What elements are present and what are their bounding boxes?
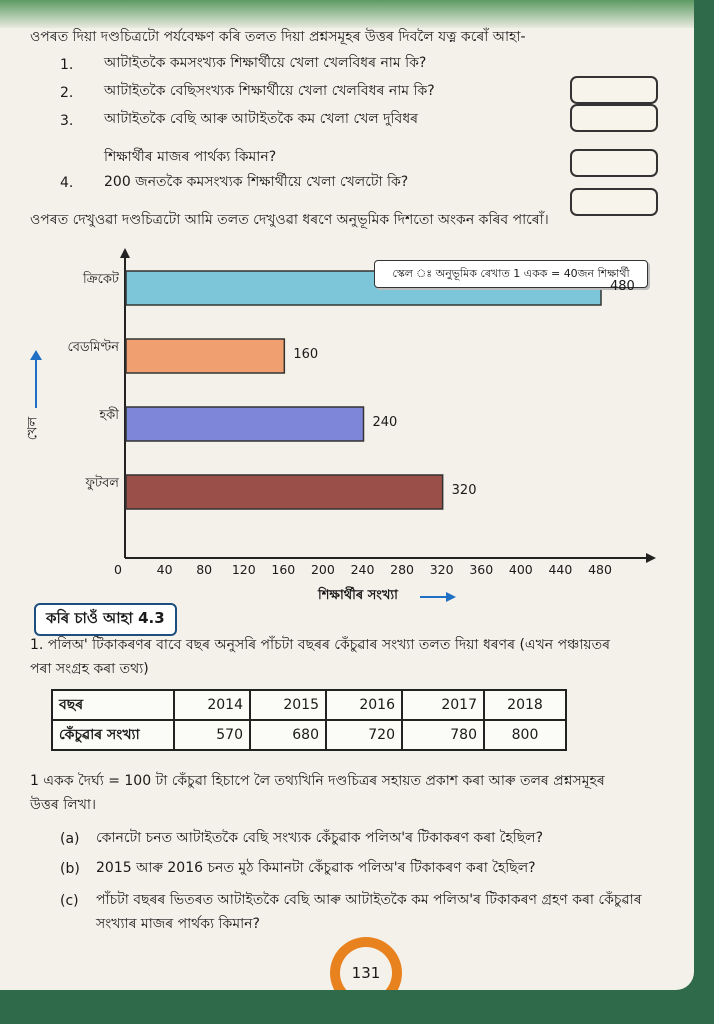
x-axis-label: শিক্ষাৰ্থীৰ সংখ্যা bbox=[318, 588, 398, 603]
question-4-number: 4. bbox=[60, 175, 74, 191]
transition-text: ওপৰত দেখুওৱা দণ্ডচিত্ৰটো আমি তলত দেখুওৱা ধৰণে অনুভূমিক দিশতো অংকন কৰিব পাৰোঁ। bbox=[30, 212, 549, 228]
section-heading: কৰি চাওঁ আহা 4.3 bbox=[34, 603, 177, 636]
x-tick-label: 40 bbox=[156, 562, 173, 577]
table-cell: 2014 bbox=[174, 690, 250, 720]
x-tick-label: 400 bbox=[508, 562, 533, 577]
x-tick-label: 440 bbox=[548, 562, 573, 577]
problem-text-line2: পৰা সংগ্ৰহ কৰা তথ্য) bbox=[30, 661, 149, 677]
x-tick-label: 200 bbox=[310, 562, 335, 577]
table-cell: 2017 bbox=[402, 690, 484, 720]
x-tick-label: 120 bbox=[231, 562, 256, 577]
category-label: বেডমিণ্টন bbox=[67, 340, 119, 355]
category-label: ফুটবল bbox=[85, 476, 119, 491]
instruction-line2: উত্তৰ লিখা। bbox=[30, 797, 96, 813]
page-number: 131 bbox=[340, 947, 392, 990]
instruction-line1: 1 একক দৈৰ্ঘ্য = 100 টা কেঁচুৱা হিচাপে লৈ তথ্যখিনি দণ্ডচিত্ৰৰ সহায়ত প্ৰকাশ কৰা আৰু তলৰ প্ৰশ্নসমূহৰ bbox=[30, 773, 605, 789]
question-3-text-line2: শিক্ষাৰ্থীৰ মাজৰ পাৰ্থক্য কিমান? bbox=[104, 149, 277, 165]
x-axis-arrow bbox=[646, 553, 656, 563]
category-label: ক্ৰিকেট bbox=[83, 272, 119, 287]
subq-b-label: (b) bbox=[60, 861, 80, 877]
table-cell: 2015 bbox=[250, 690, 326, 720]
top-color-band bbox=[0, 0, 694, 28]
question-3-text: আটাইতকৈ বেছি আৰু আটাইতকৈ কম খেলা খেল দুবিধৰ bbox=[104, 111, 419, 127]
question-1-number: 1. bbox=[60, 57, 74, 73]
answer-box-2[interactable] bbox=[570, 104, 658, 132]
table-cell: 2016 bbox=[326, 690, 402, 720]
value-label: 480 bbox=[610, 279, 635, 294]
question-3-number: 3. bbox=[60, 113, 74, 129]
y-axis-label: খেল bbox=[25, 416, 41, 441]
x-tick-label: 240 bbox=[350, 562, 375, 577]
table-cell: 570 bbox=[174, 720, 250, 750]
subq-a-label: (a) bbox=[60, 831, 80, 847]
answer-box-3[interactable] bbox=[570, 149, 658, 177]
intro-text: ওপৰত দিয়া দণ্ডচিত্ৰটো পৰ্যবেক্ষণ কৰি তলত দিয়া প্ৰশ্নসমূহৰ উত্তৰ দিবলৈ যত্ন কৰোঁ আহা- bbox=[30, 29, 526, 45]
question-1-text: আটাইতকৈ কমসংখ্যক শিক্ষাৰ্থীয়ে খেলা খেলবিধৰ নাম কি? bbox=[104, 55, 427, 71]
bar-2 bbox=[126, 407, 364, 441]
table-cell: 800 bbox=[484, 720, 566, 750]
table-cell: 2018 bbox=[484, 690, 566, 720]
answer-box-4[interactable] bbox=[570, 188, 658, 216]
subq-c-text-line2: সংখ্যাৰ মাজৰ পাৰ্থক্য কিমান? bbox=[96, 916, 260, 932]
question-2-text: আটাইতকৈ বেছিসংখ্যক শিক্ষাৰ্থীয়ে খেলা খেলবিধৰ নাম কি? bbox=[104, 83, 435, 99]
problem-text-line1: 1. পলিঅ' টিকাকৰণৰ বাবে বছৰ অনুসৰি পাঁচটা বছৰৰ কেঁচুৱাৰ সংখ্যা তলত দিয়া ধৰণৰ (এখন পঞ্চায়তৰ bbox=[30, 637, 611, 653]
table-header-year: বছৰ bbox=[52, 690, 174, 720]
table-row-counts bbox=[52, 720, 566, 750]
x-tick-label: 80 bbox=[196, 562, 213, 577]
table-cell: 780 bbox=[402, 720, 484, 750]
data-table bbox=[51, 689, 567, 751]
x-tick-label: 480 bbox=[588, 562, 612, 577]
x-tick-label: 360 bbox=[469, 562, 494, 577]
bar-1 bbox=[126, 339, 284, 373]
category-label: হকী bbox=[99, 408, 119, 423]
answer-box-1[interactable] bbox=[570, 76, 658, 104]
y-direction-arrow-icon bbox=[26, 350, 46, 410]
subq-c-text: পাঁচটা বছৰৰ ভিতৰত আটাইতকৈ বেছি আৰু আটাইতকৈ কম পলিঅ'ৰ টিকাকৰণ গ্ৰহণ কৰা কেঁচুৱাৰ bbox=[96, 892, 642, 908]
y-axis-arrow bbox=[120, 248, 130, 258]
subq-c-label: (c) bbox=[60, 893, 79, 909]
x-tick-label: 320 bbox=[429, 562, 454, 577]
table-cell: 680 bbox=[250, 720, 326, 750]
x-tick-label: 280 bbox=[390, 562, 414, 577]
scale-note: স্কেল ঃ অনুভূমিক ৰেখাত 1 একক = 40জন শিক্ষাৰ্থী bbox=[374, 260, 648, 288]
x-direction-arrow-icon bbox=[420, 591, 456, 603]
x-tick-label: 0 bbox=[114, 562, 122, 577]
table-cell: 720 bbox=[326, 720, 402, 750]
x-tick-label: 160 bbox=[271, 562, 296, 577]
table-header-count: কেঁচুৱাৰ সংখ্যা bbox=[52, 720, 174, 750]
table-row-years bbox=[52, 690, 566, 720]
value-label: 240 bbox=[372, 415, 398, 430]
question-4-text: 200 জনতকৈ কমসংখ্যক শিক্ষাৰ্থীয়ে খেলা খেলটো কি? bbox=[104, 174, 409, 190]
subq-a-text: কোনটো চনত আটাইতকৈ বেছি সংখ্যক কেঁচুৱাক পলিঅ'ৰ টিকাকৰণ কৰা হৈছিল? bbox=[96, 830, 544, 846]
value-label: 320 bbox=[451, 483, 477, 498]
value-label: 160 bbox=[293, 347, 319, 362]
question-2-number: 2. bbox=[60, 85, 74, 101]
bar-3 bbox=[126, 475, 443, 509]
subq-b-text: 2015 আৰু 2016 চনত মুঠ কিমানটা কেঁচুৱাক পলিঅ'ৰ টিকাকৰণ কৰা হৈছিল? bbox=[96, 860, 536, 876]
